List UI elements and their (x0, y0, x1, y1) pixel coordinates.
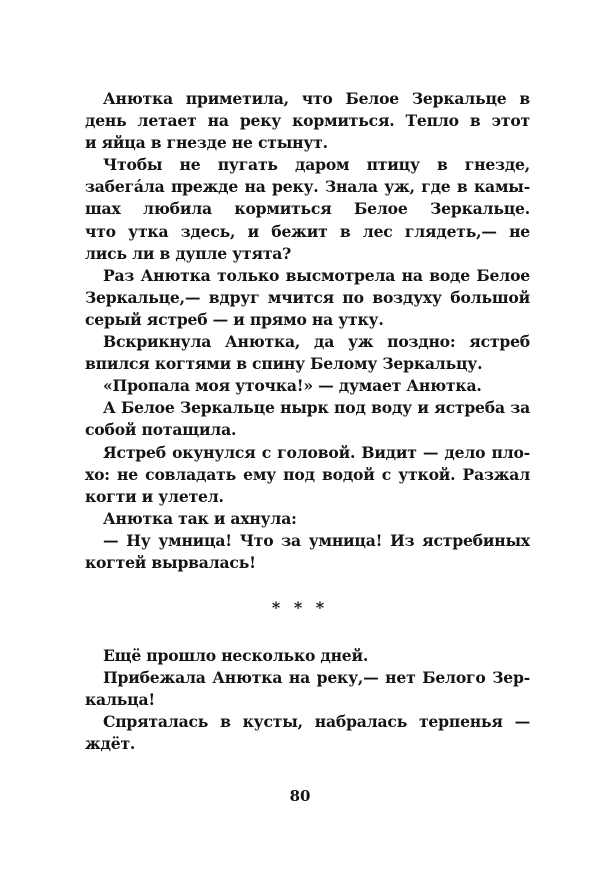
text-section-1 (85, 88, 530, 574)
text-section-2 (85, 645, 530, 755)
section-separator: * * * (271, 598, 329, 617)
paragraph (85, 331, 530, 375)
paragraph (85, 442, 530, 508)
text-line: хо: не совладать ему под водой с уткой. Разжал (85, 464, 530, 484)
text-line: что утка здесь, и бежит в лес глядеть,— не (85, 221, 530, 241)
text-line: и яйца в гнезде не стынут. (85, 133, 328, 153)
paragraph (85, 375, 530, 397)
paragraph (85, 88, 530, 154)
paragraph (85, 711, 530, 755)
text-line: Прибежала Анютка на реку,— нет Белого Зер- (103, 668, 530, 688)
text-line: Зеркальце,— вдруг мчится по воздуху большой (85, 287, 530, 307)
text-line: когтей вырвалась! (85, 552, 256, 572)
text-line: Ещё прошло несколько дней. (103, 646, 369, 665)
text-line: — Ну умница! Что за умница! Из ястребиных (103, 530, 530, 550)
text-line: впился когтями в спину Белому Зеркальцу. (85, 354, 483, 374)
text-line: Ястреб окунулся с головой. Видит — дело пло- (103, 442, 530, 462)
paragraph (85, 530, 530, 574)
page-number: 80 (289, 787, 311, 805)
paragraph (85, 397, 530, 441)
text-line: лись ли в дупле утята? (85, 243, 292, 263)
text-line: когти и улетел. (85, 486, 224, 506)
paragraph (85, 265, 530, 331)
text-line: Анютка так и ахнула: (103, 508, 297, 528)
paragraph (85, 667, 530, 711)
text-line: забегáла прежде на реку. Знала уж, где в камы- (85, 177, 530, 197)
text-line: Спряталась в кусты, набралась терпенья — (103, 712, 530, 732)
text-line: день летает на реку кормиться. Тепло в этот (85, 111, 530, 131)
text-line: Вскрикнула Анютка, да уж поздно: ястреб (103, 332, 530, 352)
paragraph (85, 645, 530, 667)
text-line: ждёт. (85, 734, 136, 754)
text-line: собой потащила. (85, 420, 237, 440)
paragraph (85, 154, 530, 264)
text-line: шах любила кормиться Белое Зеркальце. (85, 199, 530, 219)
text-line: Раз Анютка только высмотрела на воде Белое (103, 265, 530, 285)
paragraph (85, 508, 530, 530)
text-line: А Белое Зеркальце нырк под воду и ястреба за (103, 398, 530, 418)
text-line: серый ястреб — и прямо на утку. (85, 309, 384, 329)
text-line: кальца! (85, 690, 156, 710)
text-line: Чтобы не пугать даром птицу в гнезде, (103, 155, 530, 175)
text-line: «Пропала моя уточка!» — думает Анютка. (103, 376, 482, 396)
text-line: Анютка приметила, что Белое Зеркальце в (103, 89, 530, 108)
